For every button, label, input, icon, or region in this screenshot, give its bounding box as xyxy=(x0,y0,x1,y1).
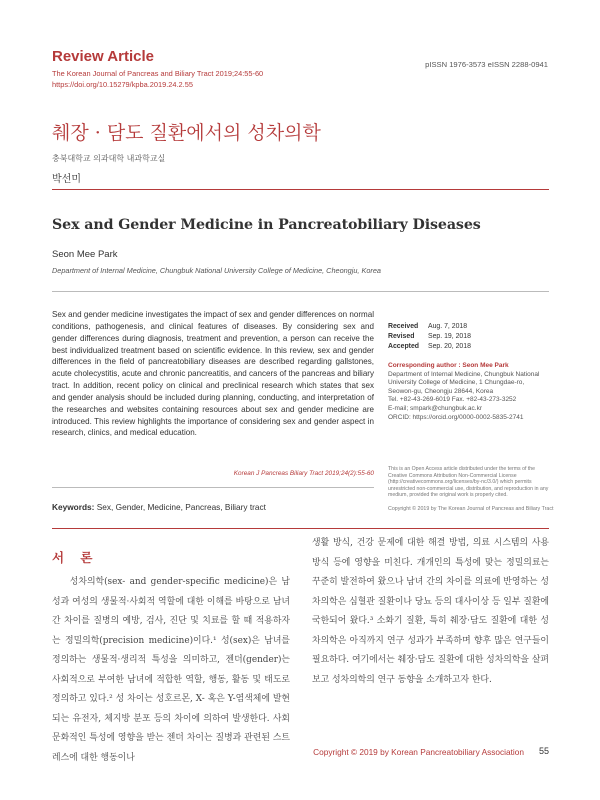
korean-title: 췌장 · 담도 질환에서의 성차의학 xyxy=(52,122,321,144)
english-affiliation: Department of Internal Medicine, Chungbuk National University College of Medicine, Cheongju, Korea xyxy=(52,266,381,275)
short-citation: Korean J Pancreas Biliary Tract 2019;24(2):55-60 xyxy=(233,470,374,477)
date-received xyxy=(388,322,471,332)
corresponding-author-head: Corresponding author : Seon Mee Park xyxy=(388,362,509,369)
english-title: Sex and Gender Medicine in Pancreatobiliary Diseases xyxy=(52,217,481,233)
corresponding-author xyxy=(388,362,558,422)
doi-link[interactable]: https://doi.org/10.15279/kpba.2019.24.2.55 xyxy=(52,80,193,89)
corr-email[interactable]: E-mail; smpark@chungbuk.ac.kr xyxy=(388,404,483,412)
corr-orcid[interactable]: ORCID: https://orcid.org/0000-0002-5835-2741 xyxy=(388,413,524,421)
issn-numbers: pISSN 1976-3573 eISSN 2288-0941 xyxy=(425,60,548,69)
divider-bottom xyxy=(52,528,549,529)
divider-middle xyxy=(52,291,549,292)
footer-copyright: Copyright © 2019 by Korean Pancreatobiliary Association xyxy=(313,747,524,757)
journal-copyright: Copyright © 2019 by The Korean Journal of Pancreas and Biliary Tract xyxy=(388,506,554,512)
article-dates xyxy=(388,322,471,352)
date-value: Aug. 7, 2018 xyxy=(428,323,468,330)
page-number: 55 xyxy=(538,746,549,756)
corr-line: University College of Medicine, 1 Chungdae-ro, xyxy=(388,379,525,387)
corr-line: Seowon-gu, Cheongju 28644, Korea xyxy=(388,387,494,395)
korean-affiliation: 충북대학교 의과대학 내과학교실 xyxy=(52,154,166,163)
date-accepted xyxy=(388,342,471,352)
keywords xyxy=(52,502,266,512)
section-heading: 서 론 xyxy=(52,550,99,565)
date-label: Accepted xyxy=(388,343,420,350)
body-text-left: 성차의학(sex- and gender-specific medicine)은 남성과 여성의 생물적·사회적 역할에 대한 이해를 바탕으로 남녀 간 차이를 질병의 예방, 검사, 진단 및 치료를 할 때 적용하자는 정밀의학(precision medicine)이다.¹ 성(sex)은 남녀를 정의하는 생물적·생리적 특성을 의미하고, 젠더(gender)는 사회적으로 부여한 남녀에 적합한 역할, 행동, 활동 및 태도로 정의하고 있다.² 성 차이는 성호르몬, X- 혹은 Y-염색체에 발현되는 유전자, 체지방 분포 등의 차이에 의하여 발생한다. 사회문화적인 특성에 영향을 받는 젠더 차이는 질병과 관련된 스트레스에 대한 행동이나 xyxy=(52,577,290,763)
corr-line: Tel. +82-43-269-6019 Fax. +82-43-273-3252 xyxy=(388,396,517,404)
corr-line: Department of Internal Medicine, Chungbuk National xyxy=(388,370,540,378)
date-label: Revised xyxy=(388,333,415,340)
divider-top xyxy=(52,189,549,190)
korean-author: 박선미 xyxy=(52,174,81,185)
keywords-list: Sex, Gender, Medicine, Pancreas, Biliary tract xyxy=(94,502,266,512)
body-text-right: 생활 방식, 건강 문제에 대한 해결 방법, 의료 시스템의 사용 방식 등에 영향을 미친다. 개개인의 특성에 맞는 정밀의료는 꾸준히 발전하여 왔으나 남녀 간의 차이를 의료에 반영하는 성차의학은 심혈관 질환이나 당뇨 등의 대사이상 등 일부 질환에 국한되어 왔다.³ 소화기 질환, 특히 췌장·담도 질환에 대한 성차의학은 아직까지 연구 성과가 부족하며 향후 많은 연구들이 필요하다. 여기에서는 췌장·담도 질환에 대한 성차의학을 살펴보고 성차의학의 연구 동향을 소개하고자 한다. xyxy=(312,538,549,685)
date-revised xyxy=(388,332,471,342)
date-value: Sep. 19, 2018 xyxy=(428,333,471,340)
keywords-label: Keywords: xyxy=(52,502,95,512)
open-access-notice: This is an Open Access article distributed under the terms of the Creative Commons Attribution Non-Commercial License (http://creativecommons.org/licenses/by-nc/3.0/) which permits unrestricted non-commercial use, distribution, and reproduction in any medium, provided the original work is properly cited. xyxy=(388,466,549,499)
date-value: Sep. 20, 2018 xyxy=(428,343,471,350)
divider-keywords xyxy=(52,487,374,488)
english-author: Seon Mee Park xyxy=(52,249,118,260)
date-label: Received xyxy=(388,323,419,330)
journal-citation-line: The Korean Journal of Pancreas and Biliary Tract 2019;24:55-60 xyxy=(52,69,264,78)
article-type: Review Article xyxy=(52,48,154,65)
abstract-text: Sex and gender medicine investigates the impact of sex and gender differences on normal conditions, pathogenesis, and clinical features of diseases. By considering sex and gender differences during diagnosis, treatment and prevention, a person can receive the best individualized treatment based on scientific evidence. In this review, sex and gender differences in the field of pancreatobiliary diseases are described regarding gallstones, acute cholecystitis, acute and chronic pancreatitis, and cancers of the pancreas and biliary tract. In addition, recent policy on clinical and preclinical research which states that sex and gender analysis should be included during planning, conducting, and interpretation of the researches and websites containing resources about sex and gender medicine are introduced. This review highlights the importance of considering sex and gender aspect in research, clinics, and medical education. xyxy=(52,310,374,438)
